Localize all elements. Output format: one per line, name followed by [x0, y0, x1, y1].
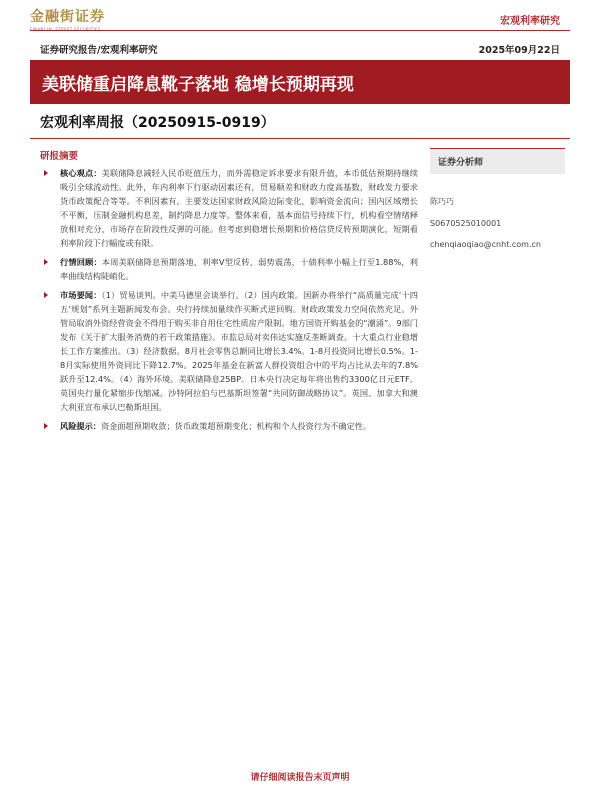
logo-text: 金融街证券 — [30, 9, 105, 25]
analyst-certificate: S0670525010001 — [430, 219, 502, 228]
header-category: 宏观利率研究 — [500, 16, 560, 27]
header-divider — [30, 30, 570, 31]
section-label: 市场要闻： — [60, 290, 102, 300]
bullet-icon — [44, 423, 48, 429]
section-label: 行情回顾： — [60, 257, 102, 267]
company-logo — [30, 6, 150, 32]
analyst-email[interactable]: chenqiaoqiao@cnht.com.cn — [430, 240, 541, 249]
section-label: 核心观点： — [60, 168, 102, 178]
analyst-sidebar — [430, 148, 565, 249]
section-label: 风险提示： — [60, 421, 101, 431]
report-type: 证券研究报告/宏观利率研究 — [40, 45, 158, 56]
footer-disclaimer: 请仔细阅读报告末页声明 — [250, 773, 350, 783]
report-date: 2025年09月22日 — [478, 45, 560, 56]
section-text: （1）贸易谈判。中美马德里会谈举行。（2）国内政策。国新办将举行“高质量完成‘十四五’规划”系列主题新闻发布会。央行持续加量续作买断式逆回购。财政政策发力空间依然充足。外管局取消外资经营资金不得用于购买非自用住宅性质房产限制。地方国资开购基金的“潮涌”。9部门发布《关于扩大服务消费的若干政策措施》。市监总局对卖伟达实施反垄断调查。十大重点行业稳增长工作方案推出。（3）经济数据。8月社会零售总额同比增长3.4%。1-8月投资同比增长0.5%。1-8月实际使用外资同比下降12.7%。2025年基金在新富人群投资组合中的平均占比从去年的7.8%跃升至12.4%。（4）海外环境。美联储降息25BP。日本央行决定每年将出售约3300亿日元ETF。英国央行量化紧缩步伐缩减。沙特阿拉伯与巴基斯坦签署“共同防御战略协议”。英国、加拿大和澳大利亚宣布承认巴勒斯坦国。 — [60, 290, 418, 412]
abstract-heading: 研报摘要 — [40, 151, 79, 162]
section-market-review — [40, 255, 418, 283]
section-text: 美联储降息减轻人民币贬值压力，而外需稳定诉求要求有限升值，本币低估预期持继续吸引全球流动性。此外，年内利率下行驱动因素还有，贸易顺差和财政力度高基数，财政发力要求货币政策配合等等。不利因素有，主要发达国家财政风险边际变化，影响资金流向；国内区域增长不平衡，压制金融机构息差，制约降息力度等。整体来看，基本面信号持续下行，机构看空情绪释放相对充分，市场存在阶段性反弹的可能。但考虑到稳增长预期和价格信贷反转预期演化，短期看利率阶段下行幅度或有限。 — [60, 168, 418, 248]
title-banner — [30, 60, 570, 104]
section-risk-warning — [40, 419, 418, 433]
abstract-body — [40, 166, 418, 438]
subtitle-divider — [30, 138, 570, 139]
bullet-icon — [44, 292, 48, 298]
bullet-icon — [44, 170, 48, 176]
analyst-name: 陈巧巧 — [430, 197, 454, 206]
section-core-view — [40, 166, 418, 250]
logo-subtext: FINANCIAL STREET SECURITIES — [30, 27, 101, 32]
section-text: 本周美联储降息预期落地，利率V型反转、弱势震荡，十债利率小幅上行至1.88%，利率曲线结构陡峭化。 — [60, 257, 418, 281]
report-title: 美联储重启降息靴子落地 稳增长预期再现 — [42, 75, 354, 95]
sidebar-heading: 证券分析师 — [430, 148, 565, 174]
report-subtitle: 宏观利率周报（20250915-0919） — [40, 115, 275, 131]
section-market-news — [40, 288, 418, 414]
section-text: 资金面超预期收敛；货币政策超预期变化；机构和个人投资行为不确定性。 — [100, 421, 372, 431]
bullet-icon — [44, 259, 48, 265]
